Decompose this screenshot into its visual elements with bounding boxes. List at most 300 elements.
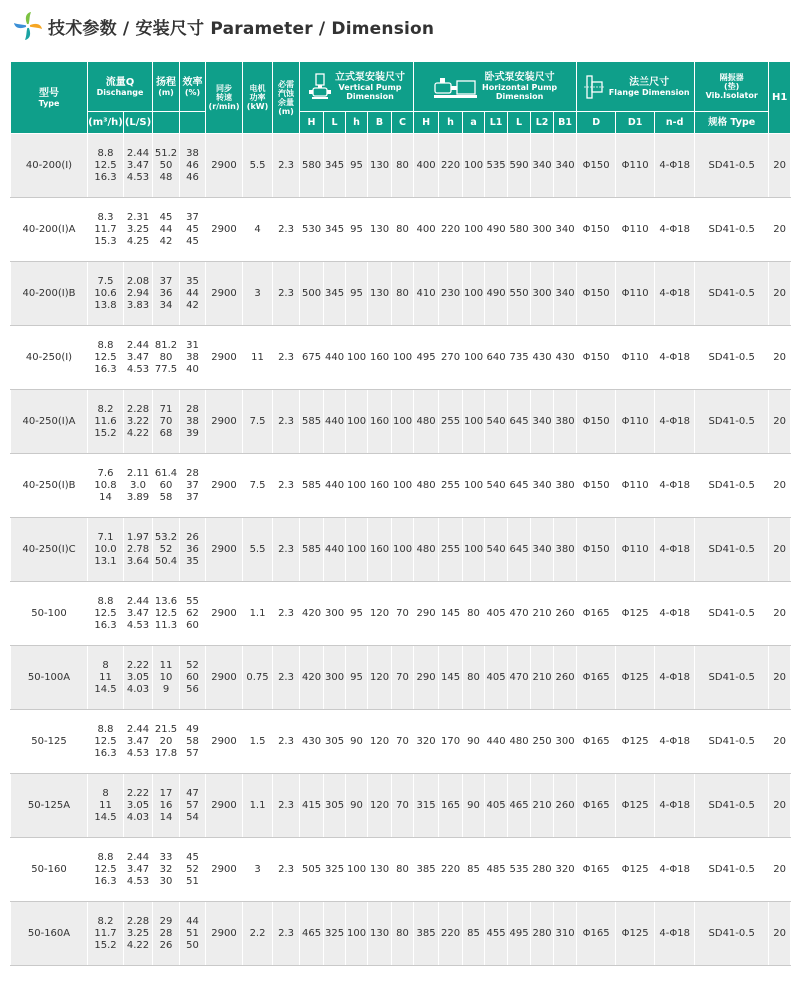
- cell-head-line: 30: [159, 875, 173, 887]
- cell-vertical-dim: 90: [346, 774, 368, 838]
- cell-horizontal-dim: 100: [463, 326, 485, 390]
- cell-efficiency-line: 46: [186, 159, 199, 171]
- cell-horizontal-dim: 315: [414, 774, 439, 838]
- cell-model: 40-250(I)C: [11, 518, 88, 582]
- cell-efficiency-line: 35: [186, 275, 199, 287]
- table-row: [11, 582, 791, 646]
- cell-flow-ls-line: 2.78: [126, 543, 150, 555]
- cell-flange-dim: Φ110: [616, 518, 655, 582]
- cell-efficiency-line: 45: [186, 223, 199, 235]
- cell-flow-ls: [124, 710, 153, 774]
- cell-horizontal-dim: 300: [554, 710, 577, 774]
- col-flow-ls-header: (L/S): [124, 112, 153, 134]
- cell-horizontal-dim: 470: [508, 646, 531, 710]
- col-npsh-header: 必需 汽蚀 余量 (m): [273, 62, 300, 134]
- col-head-sub-header: [153, 112, 180, 134]
- cell-horizontal-dim: 260: [554, 582, 577, 646]
- cell-model: 50-100: [11, 582, 88, 646]
- col-flange-group-header: 法兰尺寸 Flange Dimension: [577, 62, 695, 112]
- cell-isolator: SD41-0.5: [695, 518, 769, 582]
- page-title: 技术参数 / 安装尺寸 Parameter / Dimension: [48, 19, 435, 39]
- cell-head-line: 14: [159, 811, 173, 823]
- table-row: [11, 198, 791, 262]
- table-body: [11, 134, 791, 966]
- cell-vertical-dim: 345: [324, 198, 346, 262]
- cell-flange-dim: Φ165: [577, 902, 616, 966]
- cell-flow-ls-line: 3.05: [126, 671, 150, 683]
- cell-head-line: 60: [159, 479, 173, 491]
- cell-head-line: 80: [159, 351, 173, 363]
- cell-flange-dim: 4-Φ18: [655, 326, 695, 390]
- cell-npsh: 2.3: [273, 902, 300, 966]
- cell-vertical-dim: 130: [368, 262, 392, 326]
- cell-efficiency: [180, 902, 206, 966]
- cell-flange-dim: 4-Φ18: [655, 710, 695, 774]
- cell-flow-m3h-line: 8.8: [97, 147, 114, 159]
- cell-head-line: 33: [159, 851, 173, 863]
- cell-isolator: SD41-0.5: [695, 582, 769, 646]
- cell-efficiency: [180, 518, 206, 582]
- cell-horizontal-dim: 90: [463, 774, 485, 838]
- cell-flow-m3h-line: 7.1: [97, 531, 114, 543]
- cell-flange-dim: Φ150: [577, 454, 616, 518]
- cell-horizontal-dim: 255: [439, 390, 463, 454]
- table-row: [11, 326, 791, 390]
- cell-head-line: 50.4: [154, 555, 178, 567]
- cell-vertical-dim: 130: [368, 902, 392, 966]
- col-h-L2-header: L2: [531, 112, 554, 134]
- cell-horizontal-dim: 80: [463, 582, 485, 646]
- cell-horizontal-dim: 100: [463, 262, 485, 326]
- cell-power: 1.1: [243, 774, 273, 838]
- cell-flow-ls-line: 3.47: [126, 607, 150, 619]
- cell-head-line: 11.3: [154, 619, 178, 631]
- cell-npsh: 2.3: [273, 710, 300, 774]
- cell-flow-ls-line: 2.44: [126, 595, 150, 607]
- cell-head-line: 52: [159, 543, 173, 555]
- cell-flow-ls: [124, 134, 153, 198]
- col-h-L-header: L: [508, 112, 531, 134]
- cell-flow-ls-line: 3.25: [126, 927, 150, 939]
- table-row: [11, 838, 791, 902]
- cell-head-line: 50: [159, 159, 173, 171]
- table-row: [11, 134, 791, 198]
- cell-head-line: 81.2: [154, 339, 178, 351]
- cell-head-line: 45: [159, 211, 173, 223]
- cell-head: [153, 454, 180, 518]
- cell-speed: 2900: [206, 198, 243, 262]
- cell-efficiency: [180, 198, 206, 262]
- col-flow-header: 流量Q Dischange: [88, 62, 153, 112]
- cell-efficiency-line: 36: [186, 543, 199, 555]
- cell-power: 3: [243, 838, 273, 902]
- cell-model: 50-125: [11, 710, 88, 774]
- cell-vertical-dim: 420: [300, 582, 324, 646]
- cell-isolator: SD41-0.5: [695, 902, 769, 966]
- cell-efficiency-line: 35: [186, 555, 199, 567]
- cell-horizontal-dim: 165: [439, 774, 463, 838]
- cell-flow-ls-line: 3.0: [130, 479, 146, 491]
- cell-horizontal-dim: 645: [508, 518, 531, 582]
- cell-horizontal-dim: 540: [485, 390, 508, 454]
- col-v-H-header: H: [300, 112, 324, 134]
- cell-efficiency-line: 38: [186, 415, 199, 427]
- cell-flow-m3h: [88, 774, 124, 838]
- cell-flow-ls: [124, 646, 153, 710]
- cell-isolator: SD41-0.5: [695, 134, 769, 198]
- cell-horizontal-dim: 400: [414, 198, 439, 262]
- col-h-B1-header: B1: [554, 112, 577, 134]
- cell-efficiency-line: 45: [186, 235, 199, 247]
- cell-h1: 20: [769, 390, 791, 454]
- cell-flow-ls-line: 1.97: [126, 531, 150, 543]
- cell-horizontal-dim: 145: [439, 646, 463, 710]
- cell-flow-m3h-line: 15.3: [94, 235, 117, 247]
- cell-horizontal-dim: 440: [485, 710, 508, 774]
- cell-efficiency-line: 45: [186, 851, 199, 863]
- cell-flange-dim: Φ165: [577, 582, 616, 646]
- col-v-h-header: h: [346, 112, 368, 134]
- cell-efficiency-line: 62: [186, 607, 199, 619]
- cell-flange-dim: Φ125: [616, 902, 655, 966]
- cell-vertical-dim: 440: [324, 326, 346, 390]
- cell-vertical-dim: 675: [300, 326, 324, 390]
- cell-flow-m3h-line: 10.8: [94, 479, 117, 491]
- cell-horizontal-dim: 535: [485, 134, 508, 198]
- cell-head: [153, 390, 180, 454]
- cell-h1: 20: [769, 454, 791, 518]
- cell-h1: 20: [769, 902, 791, 966]
- cell-efficiency-line: 26: [186, 531, 199, 543]
- cell-efficiency: [180, 454, 206, 518]
- cell-horizontal-dim: 380: [554, 518, 577, 582]
- cell-flow-ls-line: 2.28: [126, 403, 150, 415]
- cell-horizontal-dim: 85: [463, 902, 485, 966]
- table-header-row-1: [11, 62, 791, 112]
- col-vertical-group-header: 立式泵安装尺寸 Vertical Pump Dimension: [300, 62, 414, 112]
- cell-flow-ls-line: 3.64: [126, 555, 150, 567]
- cell-flow-m3h-line: 15.2: [94, 939, 117, 951]
- cell-horizontal-dim: 320: [414, 710, 439, 774]
- cell-npsh: 2.3: [273, 646, 300, 710]
- cell-horizontal-dim: 340: [531, 134, 554, 198]
- col-v-C-header: C: [392, 112, 414, 134]
- cell-flange-dim: Φ165: [577, 646, 616, 710]
- cell-h1: 20: [769, 134, 791, 198]
- cell-head-line: 17: [159, 787, 173, 799]
- cell-flow-ls-line: 4.25: [126, 235, 150, 247]
- cell-horizontal-dim: 535: [508, 838, 531, 902]
- cell-head-line: 13.6: [154, 595, 178, 607]
- cell-efficiency-line: 40: [186, 363, 199, 375]
- cell-model: 40-200(I)B: [11, 262, 88, 326]
- cell-flow-m3h: [88, 582, 124, 646]
- cell-head-line: 9: [162, 683, 170, 695]
- cell-flange-dim: 4-Φ18: [655, 838, 695, 902]
- cell-horizontal-dim: 85: [463, 838, 485, 902]
- cell-flow-ls: [124, 262, 153, 326]
- cell-flange-dim: Φ125: [616, 774, 655, 838]
- cell-efficiency-line: 38: [186, 351, 199, 363]
- cell-isolator: SD41-0.5: [695, 326, 769, 390]
- cell-flange-dim: 4-Φ18: [655, 262, 695, 326]
- cell-flow-ls-line: 3.47: [126, 159, 150, 171]
- cell-vertical-dim: 465: [300, 902, 324, 966]
- cell-head: [153, 902, 180, 966]
- cell-efficiency-line: 51: [186, 875, 199, 887]
- cell-head-line: 10: [159, 671, 173, 683]
- col-eff-header: 效率 (%): [180, 62, 206, 112]
- cell-flow-m3h-line: 12.5: [94, 607, 117, 619]
- cell-flow-m3h-line: 13.8: [94, 299, 117, 311]
- cell-efficiency: [180, 582, 206, 646]
- cell-horizontal-dim: 300: [531, 262, 554, 326]
- cell-h1: 20: [769, 518, 791, 582]
- vertical-pump-icon: [308, 73, 332, 101]
- cell-horizontal-dim: 465: [508, 774, 531, 838]
- cell-npsh: 2.3: [273, 838, 300, 902]
- cell-flange-dim: Φ165: [577, 774, 616, 838]
- cell-power: 4: [243, 198, 273, 262]
- cell-horizontal-dim: 430: [554, 326, 577, 390]
- cell-horizontal-dim: 220: [439, 902, 463, 966]
- cell-head-line: 77.5: [154, 363, 178, 375]
- cell-head: [153, 838, 180, 902]
- cell-horizontal-dim: 340: [531, 390, 554, 454]
- cell-flow-ls-line: 3.47: [126, 351, 150, 363]
- cell-efficiency-line: 37: [186, 479, 199, 491]
- cell-model: 50-100A: [11, 646, 88, 710]
- cell-vertical-dim: 440: [324, 390, 346, 454]
- cell-isolator: SD41-0.5: [695, 774, 769, 838]
- cell-horizontal-dim: 170: [439, 710, 463, 774]
- cell-isolator: SD41-0.5: [695, 390, 769, 454]
- cell-h1: 20: [769, 326, 791, 390]
- cell-horizontal-dim: 100: [463, 390, 485, 454]
- cell-flow-ls: [124, 454, 153, 518]
- cell-efficiency-line: 42: [186, 299, 199, 311]
- cell-efficiency: [180, 774, 206, 838]
- cell-flange-dim: 4-Φ18: [655, 198, 695, 262]
- cell-head-line: 17.8: [154, 747, 178, 759]
- pinwheel-logo: [12, 10, 44, 42]
- cell-flow-m3h-line: 16.3: [94, 875, 117, 887]
- cell-efficiency-line: 49: [186, 723, 199, 735]
- cell-head-line: 58: [159, 491, 173, 503]
- cell-horizontal-dim: 640: [485, 326, 508, 390]
- cell-speed: 2900: [206, 518, 243, 582]
- cell-power: 7.5: [243, 390, 273, 454]
- cell-horizontal-dim: 260: [554, 646, 577, 710]
- cell-horizontal-dim: 470: [508, 582, 531, 646]
- cell-flow-m3h-line: 14: [99, 491, 112, 503]
- cell-power: 7.5: [243, 454, 273, 518]
- cell-head-line: 42: [159, 235, 173, 247]
- cell-vertical-dim: 100: [392, 326, 414, 390]
- cell-flow-m3h-line: 11: [99, 799, 112, 811]
- cell-flow-ls-line: 2.94: [126, 287, 150, 299]
- cell-head-line: 26: [159, 939, 173, 951]
- cell-head: [153, 262, 180, 326]
- cell-efficiency-line: 39: [186, 427, 199, 439]
- cell-horizontal-dim: 645: [508, 454, 531, 518]
- cell-speed: 2900: [206, 646, 243, 710]
- cell-vertical-dim: 300: [324, 646, 346, 710]
- cell-vertical-dim: 120: [368, 710, 392, 774]
- cell-flow-ls: [124, 774, 153, 838]
- cell-head-line: 61.4: [154, 467, 178, 479]
- cell-vertical-dim: 430: [300, 710, 324, 774]
- cell-flow-ls: [124, 326, 153, 390]
- cell-head-line: 37: [159, 275, 173, 287]
- cell-flow-m3h-line: 14.5: [94, 683, 117, 695]
- cell-vertical-dim: 585: [300, 454, 324, 518]
- cell-speed: 2900: [206, 262, 243, 326]
- cell-flange-dim: Φ165: [577, 838, 616, 902]
- cell-flange-dim: 4-Φ18: [655, 134, 695, 198]
- cell-vertical-dim: 585: [300, 518, 324, 582]
- cell-efficiency-line: 28: [186, 403, 199, 415]
- cell-flow-m3h-line: 16.3: [94, 171, 117, 183]
- cell-flange-dim: Φ150: [577, 518, 616, 582]
- cell-flow-m3h-line: 15.2: [94, 427, 117, 439]
- cell-flow-ls-line: 2.08: [126, 275, 150, 287]
- cell-flow-m3h: [88, 518, 124, 582]
- cell-flow-m3h-line: 16.3: [94, 747, 117, 759]
- cell-vertical-dim: 120: [368, 774, 392, 838]
- cell-power: 1.1: [243, 582, 273, 646]
- cell-flange-dim: Φ110: [616, 262, 655, 326]
- cell-flow-ls-line: 3.22: [126, 415, 150, 427]
- cell-vertical-dim: 95: [346, 198, 368, 262]
- cell-head-line: 16: [159, 799, 173, 811]
- cell-flow-ls-line: 4.03: [126, 811, 150, 823]
- cell-horizontal-dim: 220: [439, 134, 463, 198]
- cell-h1: 20: [769, 262, 791, 326]
- cell-head-line: 44: [159, 223, 173, 235]
- cell-efficiency-line: 52: [186, 659, 199, 671]
- cell-flow-ls-line: 3.05: [126, 799, 150, 811]
- cell-efficiency: [180, 326, 206, 390]
- cell-flange-dim: Φ150: [577, 134, 616, 198]
- cell-horizontal-dim: 220: [439, 198, 463, 262]
- cell-vertical-dim: 120: [368, 646, 392, 710]
- cell-flow-m3h-line: 8.2: [97, 403, 114, 415]
- cell-flow-ls-line: 2.44: [126, 147, 150, 159]
- cell-horizontal-dim: 210: [531, 582, 554, 646]
- cell-flow-m3h-line: 11.7: [94, 927, 117, 939]
- cell-flange-dim: Φ110: [616, 390, 655, 454]
- cell-efficiency-line: 44: [186, 915, 199, 927]
- cell-vertical-dim: 90: [346, 710, 368, 774]
- cell-flange-dim: Φ125: [616, 838, 655, 902]
- table-row: [11, 902, 791, 966]
- cell-flow-m3h: [88, 454, 124, 518]
- cell-flow-m3h-line: 14.5: [94, 811, 117, 823]
- cell-vertical-dim: 80: [392, 198, 414, 262]
- cell-flow-m3h-line: 12.5: [94, 351, 117, 363]
- cell-efficiency-line: 37: [186, 211, 199, 223]
- cell-vertical-dim: 160: [368, 518, 392, 582]
- cell-horizontal-dim: 495: [414, 326, 439, 390]
- cell-flange-dim: Φ125: [616, 582, 655, 646]
- cell-vertical-dim: 305: [324, 710, 346, 774]
- cell-head: [153, 198, 180, 262]
- cell-flow-m3h-line: 12.5: [94, 863, 117, 875]
- col-eff-sub-header: [180, 112, 206, 134]
- spec-table: [10, 61, 791, 966]
- cell-flow-ls-line: 3.47: [126, 863, 150, 875]
- cell-flange-dim: Φ110: [616, 454, 655, 518]
- cell-npsh: 2.3: [273, 582, 300, 646]
- cell-h1: 20: [769, 710, 791, 774]
- cell-flow-m3h-line: 8.8: [97, 723, 114, 735]
- cell-flow-ls-line: 3.47: [126, 735, 150, 747]
- cell-vertical-dim: 100: [346, 902, 368, 966]
- cell-flow-m3h-line: 7.5: [97, 275, 114, 287]
- cell-efficiency-line: 52: [186, 863, 199, 875]
- cell-power: 0.75: [243, 646, 273, 710]
- cell-speed: 2900: [206, 710, 243, 774]
- cell-vertical-dim: 95: [346, 646, 368, 710]
- cell-vertical-dim: 70: [392, 582, 414, 646]
- cell-flange-dim: Φ150: [577, 262, 616, 326]
- cell-flow-m3h-line: 16.3: [94, 619, 117, 631]
- cell-efficiency-line: 60: [186, 619, 199, 631]
- cell-flow-ls-line: 3.89: [126, 491, 150, 503]
- cell-h1: 20: [769, 646, 791, 710]
- cell-horizontal-dim: 340: [531, 454, 554, 518]
- cell-model: 50-160A: [11, 902, 88, 966]
- cell-horizontal-dim: 340: [531, 518, 554, 582]
- cell-power: 3: [243, 262, 273, 326]
- col-speed-header: 同步 转速 (r/min): [206, 62, 243, 134]
- col-model-header: 型号 Type: [11, 62, 88, 134]
- cell-speed: 2900: [206, 326, 243, 390]
- cell-horizontal-dim: 580: [508, 198, 531, 262]
- cell-efficiency-line: 47: [186, 787, 199, 799]
- cell-head: [153, 774, 180, 838]
- cell-horizontal-dim: 210: [531, 646, 554, 710]
- cell-isolator: SD41-0.5: [695, 262, 769, 326]
- cell-flow-m3h: [88, 390, 124, 454]
- cell-head: [153, 518, 180, 582]
- col-h-H-header: H: [414, 112, 439, 134]
- cell-vertical-dim: 100: [392, 518, 414, 582]
- cell-vertical-dim: 95: [346, 582, 368, 646]
- cell-flange-dim: Φ150: [577, 390, 616, 454]
- cell-head-line: 32: [159, 863, 173, 875]
- cell-head-line: 34: [159, 299, 173, 311]
- cell-flange-dim: Φ110: [616, 326, 655, 390]
- cell-vertical-dim: 130: [368, 198, 392, 262]
- cell-horizontal-dim: 145: [439, 582, 463, 646]
- col-f-nd-header: n-d: [655, 112, 695, 134]
- col-horizontal-group-header: 卧式泵安装尺寸 Horizontal Pump Dimension: [414, 62, 577, 112]
- cell-model: 40-250(I)B: [11, 454, 88, 518]
- cell-flow-ls-line: 4.22: [126, 427, 150, 439]
- cell-flow-ls-line: 2.28: [126, 915, 150, 927]
- cell-model: 50-160: [11, 838, 88, 902]
- cell-flange-dim: Φ150: [577, 326, 616, 390]
- cell-horizontal-dim: 495: [508, 902, 531, 966]
- cell-vertical-dim: 95: [346, 262, 368, 326]
- cell-efficiency: [180, 262, 206, 326]
- col-h-h-header: h: [439, 112, 463, 134]
- cell-flange-dim: Φ165: [577, 710, 616, 774]
- cell-vertical-dim: 300: [324, 582, 346, 646]
- cell-vertical-dim: 80: [392, 262, 414, 326]
